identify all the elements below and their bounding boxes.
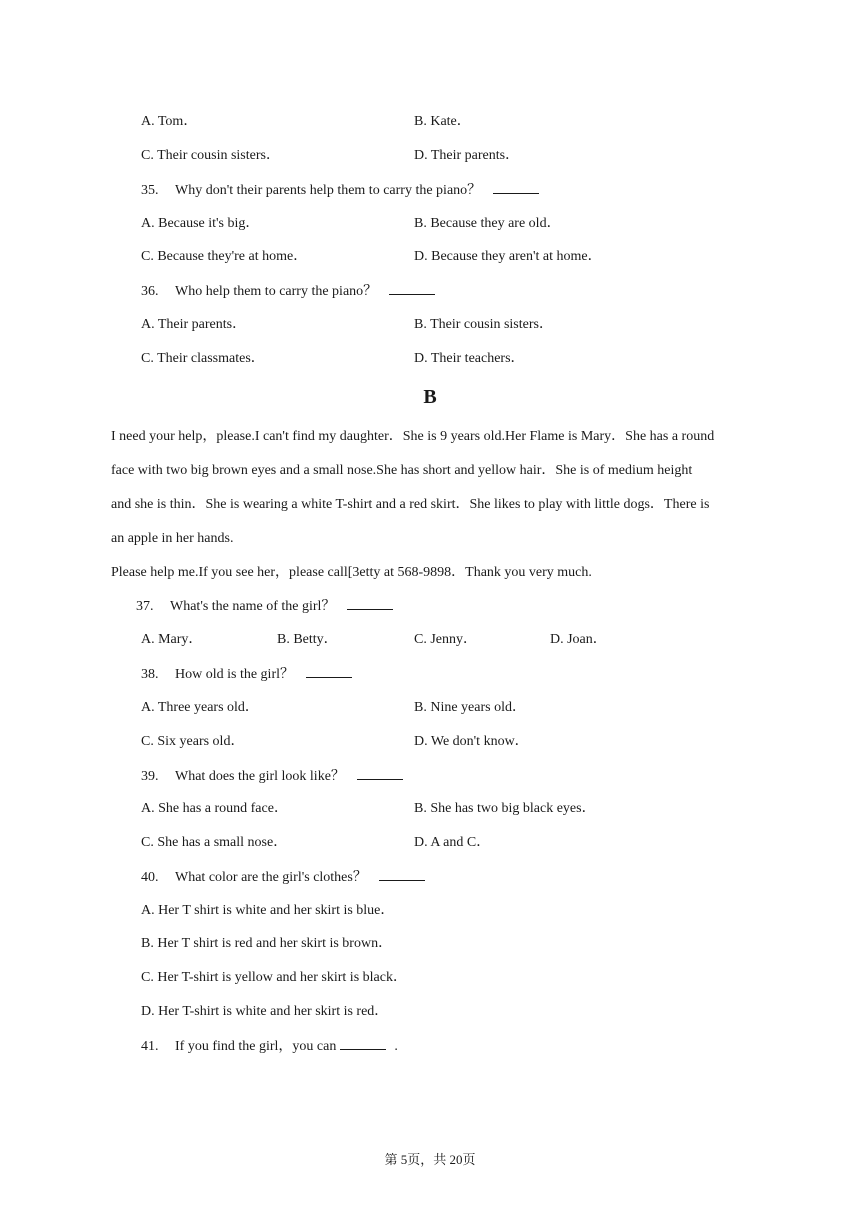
question-text: What's the name of the girl？: [170, 599, 336, 614]
answer-blank[interactable]: [357, 767, 403, 780]
q38-option-b: B. Nine years old．: [414, 700, 526, 715]
q40-option-a: A. Her T shirt is white and her skirt is blue．: [141, 903, 395, 918]
question-41: [141, 1037, 398, 1056]
question-36: [141, 282, 435, 301]
q39-option-c: C. She has a small nose．: [141, 835, 288, 850]
answer-blank[interactable]: [347, 597, 393, 610]
q34-option-c: C. Their cousin sisters．: [141, 148, 280, 163]
question-text: Why don't their parents help them to carry the piano？: [175, 183, 482, 198]
question-text: How old is the girl？: [175, 667, 294, 682]
question-end-punct: .: [394, 1039, 398, 1054]
q37-option-b: B. Betty．: [277, 632, 338, 647]
answer-blank[interactable]: [306, 665, 352, 678]
passage-line-4: an apple in her hands.: [111, 531, 234, 546]
page-footer: 第 5页，共 20页: [384, 1152, 476, 1167]
q36-option-c: C. Their classmates．: [141, 351, 265, 366]
q39-option-b: B. She has two big black eyes．: [414, 801, 596, 816]
question-number: 39.: [141, 769, 159, 784]
answer-blank[interactable]: [493, 181, 539, 194]
question-39: [141, 767, 403, 786]
question-38: [141, 665, 352, 684]
q35-option-c: C. Because they're at home．: [141, 249, 308, 264]
q35-option-b: B. Because they are old．: [414, 216, 561, 231]
q37-option-d: D. Joan．: [550, 632, 607, 647]
passage-line-5: Please help me.If you see her，please call[3etty at 568-9898．Thank you very much.: [111, 565, 592, 580]
passage-line-1: I need your help，please.I can't find my daughter．She is 9 years old.Her Flame is Mary．She has a round: [111, 429, 715, 444]
question-text: If you find the girl，you can: [175, 1039, 337, 1054]
question-number: 38.: [141, 667, 159, 682]
question-40: [141, 868, 425, 887]
q40-option-c: C. Her T-shirt is yellow and her skirt is black．: [141, 970, 407, 985]
q38-option-d: D. We don't know．: [414, 734, 529, 749]
q35-option-a: A. Because it's big．: [141, 216, 260, 231]
q36-option-b: B. Their cousin sisters．: [414, 317, 553, 332]
q37-option-a: A. Mary．: [141, 632, 203, 647]
q36-option-d: D. Their teachers．: [414, 351, 525, 366]
section-heading-b: B: [423, 386, 437, 408]
question-35: [141, 181, 539, 200]
question-number: 35.: [141, 183, 159, 198]
q39-option-d: D. A and C．: [414, 835, 491, 850]
passage-line-2: face with two big brown eyes and a small nose.She has short and yellow hair．She is of medium height: [111, 463, 693, 478]
answer-blank[interactable]: [379, 868, 425, 881]
question-text: Who help them to carry the piano？: [175, 284, 378, 299]
question-text: What color are the girl's clothes？: [175, 870, 367, 885]
q36-option-a: A. Their parents．: [141, 317, 247, 332]
q40-option-b: B. Her T shirt is red and her skirt is brown．: [141, 936, 393, 951]
question-text: What does the girl look like？: [175, 769, 345, 784]
q34-option-d: D. Their parents．: [414, 148, 520, 163]
question-number: 37.: [136, 599, 154, 614]
q37-option-c: C. Jenny．: [414, 632, 477, 647]
q40-option-d: D. Her T-shirt is white and her skirt is red．: [141, 1004, 389, 1019]
q35-option-d: D. Because they aren't at home．: [414, 249, 602, 264]
question-number: 40.: [141, 870, 159, 885]
question-number: 41.: [141, 1039, 159, 1054]
q34-option-a: A. Tom．: [141, 114, 198, 129]
q38-option-c: C. Six years old．: [141, 734, 245, 749]
passage-line-3: and she is thin．She is wearing a white T-shirt and a red skirt．She likes to play with little dogs．There is: [111, 497, 710, 512]
q39-option-a: A. She has a round face．: [141, 801, 288, 816]
q38-option-a: A. Three years old．: [141, 700, 259, 715]
answer-blank[interactable]: [340, 1037, 386, 1050]
question-number: 36.: [141, 284, 159, 299]
q34-option-b: B. Kate．: [414, 114, 471, 129]
question-37: [136, 597, 393, 616]
answer-blank[interactable]: [389, 282, 435, 295]
